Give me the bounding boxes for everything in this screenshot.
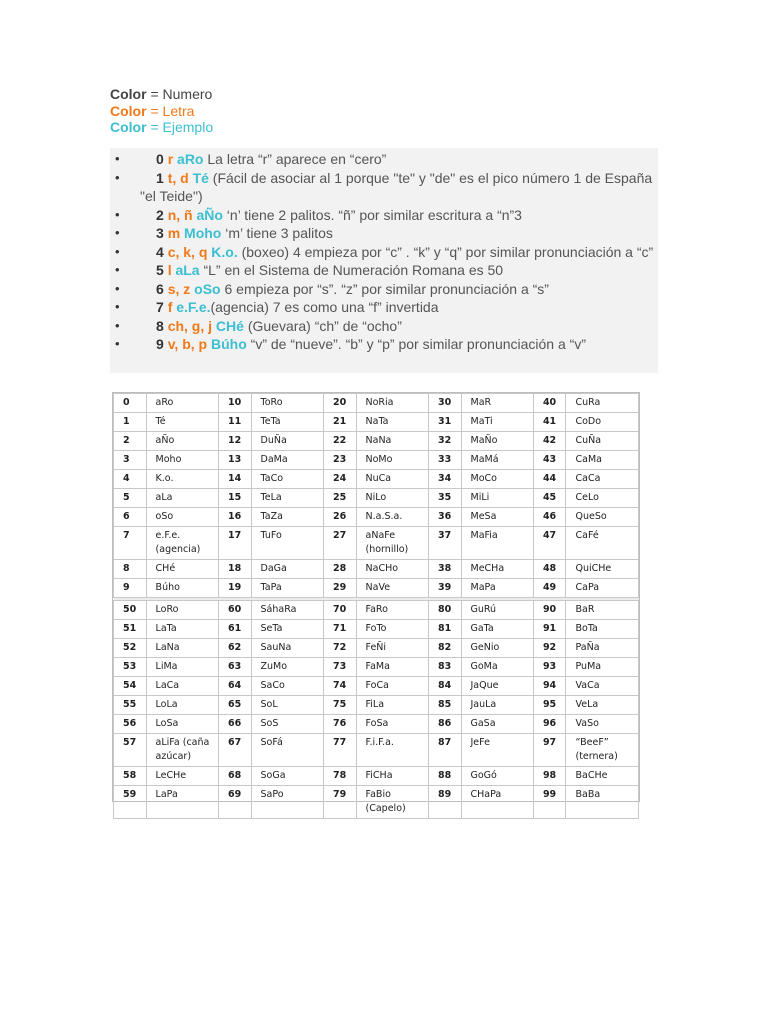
- table-row: [114, 451, 639, 470]
- table-cell-number: 21: [323, 413, 356, 432]
- table-cell-word: MaR: [461, 394, 533, 413]
- table-cell-word: NaVe: [356, 579, 428, 598]
- table-cell-number: 79: [323, 786, 356, 819]
- table-cell-number: 65: [218, 696, 251, 715]
- mnemonic-letters: v, b, p: [167, 336, 208, 352]
- table-cell-word: NoRia: [356, 394, 428, 413]
- table-cell-number: 62: [218, 639, 251, 658]
- table-cell-number: 97: [533, 734, 566, 767]
- table-cell-number: 72: [323, 639, 356, 658]
- table-cell-word: SoL: [251, 696, 323, 715]
- table-cell-number: 99: [533, 786, 566, 819]
- mnemonic-number: 1: [156, 169, 164, 186]
- table-cell-word: LoLa: [146, 696, 218, 715]
- mnemonic-item: [110, 317, 658, 336]
- mnemonic-text: 6 empieza por “s”. “z” por similar pronunciación a “s”: [220, 280, 549, 297]
- table-cell-number: 75: [323, 696, 356, 715]
- mnemonic-example: e.F.e.: [176, 299, 211, 315]
- mnemonic-letters: s, z: [167, 280, 191, 297]
- table-cell-word: QueSo: [566, 508, 639, 527]
- mnemonic-text: (boxeo) 4 empieza por “c” . “k” y “q” por similar pronunciación a “c”: [237, 243, 654, 260]
- table-row: [114, 508, 639, 527]
- table-cell-word: FoTo: [356, 620, 428, 639]
- table-cell-number: 98: [533, 767, 566, 786]
- mnemonic-item: [110, 298, 658, 317]
- mnemonic-item: [110, 224, 658, 243]
- table-cell-number: 76: [323, 715, 356, 734]
- table-cell-number: 12: [218, 432, 251, 451]
- table-cell-number: 9: [114, 579, 147, 598]
- mnemonic-letters: m: [167, 225, 181, 241]
- table-cell-number: 40: [533, 394, 566, 413]
- table-cell-number: 51: [114, 620, 147, 639]
- table-cell-number: 25: [323, 489, 356, 508]
- legend-eq: =: [146, 102, 163, 119]
- table-cell-word: CuÑa: [566, 432, 639, 451]
- table-cell-number: 42: [533, 432, 566, 451]
- mnemonic-text: “v” de “nueve”. “b” y “p” por similar pronunciación a “v”: [246, 336, 586, 352]
- table-cell-number: 60: [218, 601, 251, 620]
- table-cell-word: DaGa: [251, 560, 323, 579]
- table-cell-number: 81: [428, 620, 461, 639]
- mnemonic-item: [110, 150, 658, 169]
- mnemonic-example: oSo: [194, 280, 221, 297]
- table-row: [114, 527, 639, 560]
- table-cell-word: MaÑo: [461, 432, 533, 451]
- table-cell-word: “BeeF” (ternera): [566, 734, 639, 767]
- table-cell-word: MiLi: [461, 489, 533, 508]
- legend-label: Color: [110, 119, 147, 135]
- table-cell-word: SáhaRa: [251, 601, 323, 620]
- bullet-icon: •: [115, 243, 120, 259]
- table-cell-number: 88: [428, 767, 461, 786]
- table-cell-number: 57: [114, 734, 147, 767]
- table-row: [114, 677, 639, 696]
- mnemonic-example: Té: [192, 169, 209, 186]
- table-cell-word: JauLa: [461, 696, 533, 715]
- color-legend: [110, 86, 213, 136]
- table-cell-word: GeNio: [461, 639, 533, 658]
- table-cell-number: 87: [428, 734, 461, 767]
- table-cell-word: SoFá: [251, 734, 323, 767]
- bullet-icon: •: [115, 206, 120, 222]
- table-cell-number: 71: [323, 620, 356, 639]
- table-cell-word: NaTa: [356, 413, 428, 432]
- table-cell-number: 19: [218, 579, 251, 598]
- table-cell-word: VeLa: [566, 696, 639, 715]
- table-cell-word: LoSa: [146, 715, 218, 734]
- table-cell-word: CoDo: [566, 413, 639, 432]
- table-cell-number: 6: [114, 508, 147, 527]
- table-cell-word: LoRo: [146, 601, 218, 620]
- mnemonic-item: [110, 261, 658, 280]
- mnemonic-text: ‘n’ tiene 2 palitos. “ñ” por similar escritura a “n”3: [222, 206, 522, 223]
- table-row: [114, 601, 639, 620]
- table-cell-word: SaPo: [251, 786, 323, 819]
- table-cell-word: N.a.S.a.: [356, 508, 428, 527]
- table-cell-number: 37: [428, 527, 461, 560]
- table-cell-word: aNaFe (hornillo): [356, 527, 428, 560]
- table-cell-word: SeTa: [251, 620, 323, 639]
- table-cell-number: 36: [428, 508, 461, 527]
- table-cell-number: 82: [428, 639, 461, 658]
- table-cell-number: 13: [218, 451, 251, 470]
- table-cell-number: 41: [533, 413, 566, 432]
- table-cell-number: 11: [218, 413, 251, 432]
- table-cell-word: FeÑi: [356, 639, 428, 658]
- legend-letter: [110, 103, 213, 120]
- mnemonic-text: (agencia) 7 es como una “f” invertida: [210, 299, 439, 315]
- table-cell-word: MaFia: [461, 527, 533, 560]
- table-cell-number: 58: [114, 767, 147, 786]
- table-cell-number: 32: [428, 432, 461, 451]
- table-cell-word: MeSa: [461, 508, 533, 527]
- mnemonic-number: 3: [156, 225, 164, 241]
- table-cell-number: 39: [428, 579, 461, 598]
- bullet-icon: •: [115, 225, 120, 240]
- table-row: [114, 470, 639, 489]
- table-cell-number: 67: [218, 734, 251, 767]
- table-cell-number: 31: [428, 413, 461, 432]
- mnemonic-letters: ch, g, j: [167, 317, 213, 334]
- table-cell-number: 96: [533, 715, 566, 734]
- mnemonic-letters: t, d: [167, 169, 189, 186]
- table-cell-number: 48: [533, 560, 566, 579]
- table-row: [114, 734, 639, 767]
- legend-eq: =: [146, 86, 163, 102]
- table-row: [114, 639, 639, 658]
- table-cell-number: 34: [428, 470, 461, 489]
- table-cell-word: aLa: [146, 489, 218, 508]
- table-cell-word: DuÑa: [251, 432, 323, 451]
- mnemonic-letters: r: [167, 151, 174, 167]
- table-cell-word: MeCHa: [461, 560, 533, 579]
- table-cell-word: GaTa: [461, 620, 533, 639]
- table-cell-number: 17: [218, 527, 251, 560]
- table-cell-number: 83: [428, 658, 461, 677]
- table-cell-word: MaTi: [461, 413, 533, 432]
- table-cell-word: CaMa: [566, 451, 639, 470]
- table-cell-word: ZuMo: [251, 658, 323, 677]
- table-cell-number: 78: [323, 767, 356, 786]
- table-cell-word: FaMa: [356, 658, 428, 677]
- mnemonic-number: 5: [156, 262, 164, 278]
- table-cell-word: SoGa: [251, 767, 323, 786]
- mnemonic-item: [110, 280, 658, 299]
- table-cell-word: QuiCHe: [566, 560, 639, 579]
- table-cell-number: 35: [428, 489, 461, 508]
- table-cell-word: TaPa: [251, 579, 323, 598]
- mnemonic-number: 2: [156, 206, 164, 223]
- table-cell-number: 86: [428, 715, 461, 734]
- table-cell-word: NuCa: [356, 470, 428, 489]
- mnemonic-list-panel: [110, 148, 658, 373]
- mnemonic-letters: l: [167, 262, 172, 278]
- table-cell-number: 61: [218, 620, 251, 639]
- table-cell-number: 38: [428, 560, 461, 579]
- table-cell-number: 47: [533, 527, 566, 560]
- table-cell-word: TuFo: [251, 527, 323, 560]
- table-cell-word: NaNa: [356, 432, 428, 451]
- table-cell-number: 27: [323, 527, 356, 560]
- table-cell-number: 43: [533, 451, 566, 470]
- mnemonic-number: 0: [156, 151, 164, 167]
- table-cell-number: 23: [323, 451, 356, 470]
- table-cell-number: 54: [114, 677, 147, 696]
- table-cell-word: LaPa: [146, 786, 218, 819]
- mnemonic-number: 4: [156, 243, 164, 260]
- bullet-icon: •: [115, 317, 120, 333]
- table-cell-word: NiLo: [356, 489, 428, 508]
- table-cell-number: 49: [533, 579, 566, 598]
- legend-value: Ejemplo: [162, 119, 214, 135]
- table-cell-number: 77: [323, 734, 356, 767]
- table-cell-number: 7: [114, 527, 147, 560]
- table-cell-number: 73: [323, 658, 356, 677]
- table-cell-number: 64: [218, 677, 251, 696]
- legend-eq: =: [146, 119, 163, 135]
- table-cell-number: 45: [533, 489, 566, 508]
- mnemonic-text: (Fácil de asociar al 1 porque "te" y "de" es el pico número 1 de España "el Teide"): [140, 169, 653, 204]
- table-cell-number: 8: [114, 560, 147, 579]
- mnemonic-item: [110, 243, 658, 262]
- table-cell-word: JaQue: [461, 677, 533, 696]
- table-row: [114, 560, 639, 579]
- mnemonic-text: ‘m’ tiene 3 palitos: [221, 225, 333, 241]
- table-cell-word: VaSo: [566, 715, 639, 734]
- table-cell-word: LaNa: [146, 639, 218, 658]
- table-cell-number: 33: [428, 451, 461, 470]
- bullet-icon: •: [115, 169, 120, 185]
- table-cell-word: aÑo: [146, 432, 218, 451]
- table-cell-word: CuRa: [566, 394, 639, 413]
- table-cell-word: CeLo: [566, 489, 639, 508]
- table-cell-number: 15: [218, 489, 251, 508]
- mnemonic-letters: n, ñ: [167, 206, 193, 223]
- table-cell-word: Búho: [146, 579, 218, 598]
- mnemonic-text: La letra “r” aparece en “cero”: [203, 151, 387, 167]
- table-cell-word: LaTa: [146, 620, 218, 639]
- table-cell-word: BaCHe: [566, 767, 639, 786]
- legend-number: [110, 86, 213, 103]
- mnemonic-example: aRo: [177, 151, 204, 167]
- table-row: [114, 394, 639, 413]
- table-cell-word: FiCHa: [356, 767, 428, 786]
- table-cell-word: FaBio (Capelo): [356, 786, 428, 819]
- mnemonic-example: aÑo: [196, 206, 223, 223]
- mnemonic-number: 9: [156, 336, 164, 352]
- table-cell-word: TaZa: [251, 508, 323, 527]
- table-cell-word: e.F.e. (agencia): [146, 527, 218, 560]
- mnemonic-item: [110, 206, 658, 225]
- table-cell-word: NaCHo: [356, 560, 428, 579]
- table-cell-word: oSo: [146, 508, 218, 527]
- table-cell-word: PaÑa: [566, 639, 639, 658]
- mnemonic-example: aLa: [175, 262, 200, 278]
- table-cell-number: 74: [323, 677, 356, 696]
- table-cell-number: 80: [428, 601, 461, 620]
- mnemonic-number: 7: [156, 299, 164, 315]
- table-cell-number: 26: [323, 508, 356, 527]
- mnemonic-item: [110, 335, 658, 354]
- table-cell-number: 4: [114, 470, 147, 489]
- table-cell-word: TeLa: [251, 489, 323, 508]
- table-cell-number: 56: [114, 715, 147, 734]
- table-cell-number: 46: [533, 508, 566, 527]
- table-cell-number: 53: [114, 658, 147, 677]
- table-cell-number: 24: [323, 470, 356, 489]
- table-cell-number: 14: [218, 470, 251, 489]
- table-cell-number: 95: [533, 696, 566, 715]
- table-cell-number: 1: [114, 413, 147, 432]
- table-cell-word: LeCHe: [146, 767, 218, 786]
- table-cell-word: CaCa: [566, 470, 639, 489]
- table-cell-number: 3: [114, 451, 147, 470]
- table-cell-number: 94: [533, 677, 566, 696]
- table-cell-word: GoMa: [461, 658, 533, 677]
- legend-value: Numero: [162, 86, 213, 102]
- table-cell-number: 68: [218, 767, 251, 786]
- table-cell-word: F.i.F.a.: [356, 734, 428, 767]
- table-cell-number: 59: [114, 786, 147, 819]
- table-cell-word: GoGó: [461, 767, 533, 786]
- table-row: [114, 767, 639, 786]
- table-row: [114, 413, 639, 432]
- table-cell-number: 22: [323, 432, 356, 451]
- table-cell-word: JeFe: [461, 734, 533, 767]
- bullet-icon: •: [115, 151, 120, 166]
- table-cell-number: 89: [428, 786, 461, 819]
- table-cell-word: BaBa: [566, 786, 639, 819]
- table-cell-word: MaMá: [461, 451, 533, 470]
- table-cell-word: MoCo: [461, 470, 533, 489]
- mnemonic-letters: f: [167, 299, 173, 315]
- table-row: [114, 715, 639, 734]
- table-cell-number: 93: [533, 658, 566, 677]
- table-cell-word: BoTa: [566, 620, 639, 639]
- table-cell-word: MaPa: [461, 579, 533, 598]
- mnemonic-example: Búho: [211, 336, 247, 352]
- table-cell-number: 29: [323, 579, 356, 598]
- table-row: [114, 432, 639, 451]
- table-cell-word: SaCo: [251, 677, 323, 696]
- table-cell-word: VaCa: [566, 677, 639, 696]
- table-cell-word: CaPa: [566, 579, 639, 598]
- table-cell-number: 50: [114, 601, 147, 620]
- table-cell-word: PuMa: [566, 658, 639, 677]
- mnemonic-letters: c, k, q: [167, 243, 208, 260]
- number-word-table: [112, 392, 640, 814]
- table-cell-number: 16: [218, 508, 251, 527]
- table-cell-word: SoS: [251, 715, 323, 734]
- mnemonic-number: 6: [156, 280, 164, 297]
- table-cell-word: K.o.: [146, 470, 218, 489]
- mnemonic-text: “L” en el Sistema de Numeración Romana es 50: [199, 262, 504, 278]
- legend-example: [110, 119, 213, 136]
- mnemonic-list: [110, 148, 658, 354]
- table-row: [114, 786, 639, 819]
- table-cell-word: CHaPa: [461, 786, 533, 819]
- table-cell-word: Té: [146, 413, 218, 432]
- table-cell-word: BaR: [566, 601, 639, 620]
- table-cell-number: 70: [323, 601, 356, 620]
- bullet-icon: •: [115, 280, 120, 296]
- table-cell-number: 84: [428, 677, 461, 696]
- number-table: [113, 393, 639, 819]
- table-cell-number: 2: [114, 432, 147, 451]
- mnemonic-number: 8: [156, 317, 164, 334]
- legend-value: Letra: [162, 102, 195, 119]
- table-cell-number: 18: [218, 560, 251, 579]
- table-cell-word: CHé: [146, 560, 218, 579]
- bullet-icon: •: [115, 336, 120, 351]
- mnemonic-item: [110, 169, 658, 206]
- table-cell-word: NoMo: [356, 451, 428, 470]
- table-cell-number: 5: [114, 489, 147, 508]
- table-cell-word: CaFé: [566, 527, 639, 560]
- table-row: [114, 489, 639, 508]
- table-cell-word: ToRo: [251, 394, 323, 413]
- table-cell-word: Moho: [146, 451, 218, 470]
- table-cell-word: aRo: [146, 394, 218, 413]
- table-cell-word: LiMa: [146, 658, 218, 677]
- table-cell-word: FoSa: [356, 715, 428, 734]
- table-cell-word: FaRo: [356, 601, 428, 620]
- mnemonic-text: (Guevara) “ch” de “ocho”: [243, 317, 402, 334]
- mnemonic-example: CHé: [215, 317, 244, 334]
- mnemonic-example: Moho: [184, 225, 222, 241]
- table-row: [114, 579, 639, 598]
- table-cell-number: 44: [533, 470, 566, 489]
- table-cell-word: GuRú: [461, 601, 533, 620]
- table-cell-word: TaCo: [251, 470, 323, 489]
- table-cell-number: 85: [428, 696, 461, 715]
- table-row: [114, 696, 639, 715]
- table-cell-number: 20: [323, 394, 356, 413]
- table-cell-number: 10: [218, 394, 251, 413]
- table-cell-word: SauNa: [251, 639, 323, 658]
- mnemonic-example: K.o.: [211, 243, 238, 260]
- table-row: [114, 658, 639, 677]
- table-cell-number: 69: [218, 786, 251, 819]
- table-cell-word: DaMa: [251, 451, 323, 470]
- table-cell-word: TeTa: [251, 413, 323, 432]
- bullet-icon: •: [115, 299, 120, 314]
- table-cell-number: 66: [218, 715, 251, 734]
- table-cell-word: FoCa: [356, 677, 428, 696]
- table-cell-number: 28: [323, 560, 356, 579]
- table-cell-number: 91: [533, 620, 566, 639]
- table-cell-word: FiLa: [356, 696, 428, 715]
- table-cell-word: LaCa: [146, 677, 218, 696]
- table-cell-word: aLiFa (caña azúcar): [146, 734, 218, 767]
- table-cell-number: 0: [114, 394, 147, 413]
- table-cell-number: 55: [114, 696, 147, 715]
- table-cell-number: 63: [218, 658, 251, 677]
- table-cell-number: 90: [533, 601, 566, 620]
- table-cell-number: 30: [428, 394, 461, 413]
- legend-label: Color: [110, 102, 147, 119]
- table-cell-word: GaSa: [461, 715, 533, 734]
- legend-label: Color: [110, 86, 147, 102]
- table-row: [114, 620, 639, 639]
- table-cell-number: 52: [114, 639, 147, 658]
- bullet-icon: •: [115, 262, 120, 277]
- table-cell-number: 92: [533, 639, 566, 658]
